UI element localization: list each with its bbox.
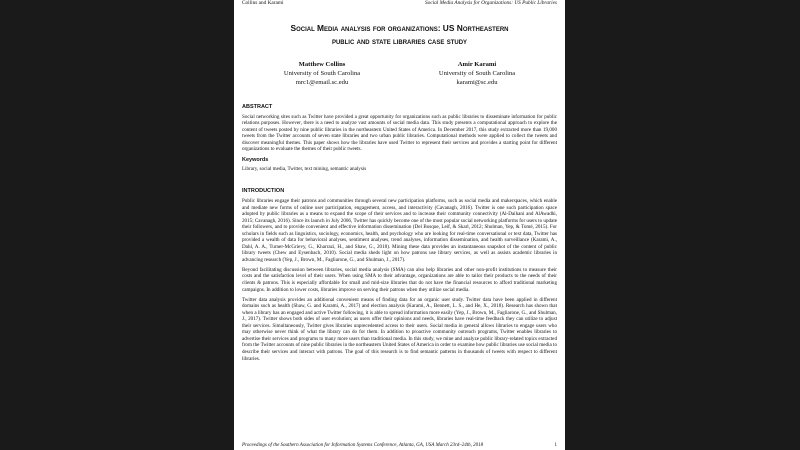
author-1 xyxy=(242,60,402,88)
intro-paragraph-3: Twitter data analysis provides an additional convenient means of finding data for an organic user study. Twitter data have been applied in different domains such as health (Shaw, G. and Karami, A., 2017) and election analysis (Karami, A., Bennett, L. S., and He, X., 2018). Research has shown that when a library has an engaged and active Twitter following, it is able to spread information more easily (Yep, J., Brown, M., Fagliarone, G., and Shulman, J., 2017). Twitter shows both sides of user evolution; as users offer their opinions and needs, libraries have real-time feedback they can utilize to adjust their services. Simultaneously, Twitter gives libraries unprecedented access to their users. Social media in general allows libraries to engage users who may otherwise never think of what the library can do for them. In addition to proactive community outreach programs, Twitter enables libraries to advertise their services and programs to many more users than traditional media. In this study, we mine and analyze public library-related topics extracted from the Twitter accounts of nine public libraries in the northeastern United States of America in order to examine how public libraries use social media to describe their services and interact with patrons. The goal of this research is to find semantic patterns in thousands of tweets with respect to different libraries. xyxy=(242,296,557,362)
author-affiliation: University of South Carolina xyxy=(438,70,516,78)
proceedings-text: Proceedings of the Southern Association for Information Systems Conference, Atlanta, GA, USA March 23rd–24th, 2018 xyxy=(242,443,484,448)
page-footer xyxy=(242,443,557,449)
abstract-text: Social networking sites such as Twitter have provided a great opportunity for organizations such as public libraries to disseminate information for public relations purposes. However, there is a need to analyze vast amounts of social media data. This study presents a computational approach to explore the content of tweets posted by nine public libraries in the northeastern United States of America. In December 2017, this study extracted more than 19,000 tweets from the Twitter accounts of seven state libraries and two urban public libraries. Computational methods were applied to collect the tweets and discover meaningful themes. This paper shows how the libraries have used Twitter to represent their services and provides a starting point for different organizations to evaluate the themes of their public tweets. xyxy=(242,113,557,153)
paper-body xyxy=(242,100,557,366)
author-name: Amir Karami xyxy=(457,61,497,68)
running-header xyxy=(242,0,557,8)
introduction-heading: INTRODUCTION xyxy=(242,188,285,195)
intro-paragraph-2: Beyond facilitating discussion between libraries, social media analysis (SMA) can also help libraries and other non-profit institutions to measure their costs and the satisfaction level of their users. When using SMA to their advantage, organizations are able to tailor their products to the needs of their clients & patrons. This is especially affordable for small and mid-size libraries that do not have the financial resources to afford traditional marketing campaigns. In addition to lower costs, libraries improve on serving their patrons when they utilize social media. xyxy=(242,266,557,293)
paper-title-line-1: Social Media analysis for organizations: US Northeastern xyxy=(290,23,509,33)
running-header-title: Social Media Analysis for Organizations: US Public Libraries xyxy=(425,0,557,6)
author-email: karami@sc.edu xyxy=(456,79,498,87)
intro-paragraph-1: Public libraries engage their patrons and communities through several new participation platforms, such as social media and makerspaces, which enable and mediate new forms of online user participation, engagement, access, and interactivity (Cavanagh, 2016). Twitter is one such participation space adopted by public libraries as a means to expand the scope of their services and to increase their community connectivity (Al-Daihani and AlAwadhi, 2015; Cavanagh, 2016). Since its launch in July 2006, Twitter has quickly become one of the most popular social networking platforms for users to update their followers, and to provide convenient and effective information dissemination (Del Bosque, Leif, & Skarl, 2012; Shulman, Yep, & Tomé, 2015). For scholars in fields such as linguistics, sociology, economics, health, and psychology who are looking for real-time conversational or text data, Twitter has provided a wealth of data for behavioral analyses, sentiment analyses, trend analyses, information dissemination, and health surveillance (Karami, A., Dahl, A. A., Turner-McGrievy, G., Kharrazi, H., and Shaw, G., 2018). Mining these data provides an instantaneous snapshot of the content of public library tweets (Chew and Eysenbach, 2010). Social media sheds light on how patrons use library services, as well as assists academic libraries in advancing research (Yep, J., Brown, M., Fagliarone, G., and Shulman, J., 2017). xyxy=(242,197,557,263)
author-affiliation: University of South Carolina xyxy=(283,70,361,78)
abstract-heading: ABSTRACT xyxy=(242,104,273,110)
paper-page xyxy=(234,0,565,450)
author-block xyxy=(242,60,557,90)
running-header-authors: Collins and Karami xyxy=(242,0,284,6)
keywords-heading: Keywords xyxy=(242,156,269,163)
author-email: mrc1@email.sc.edu xyxy=(295,79,349,87)
keywords-text: Library, social media, Twitter, text mining, semantic analysis xyxy=(242,166,367,173)
page-number: 1 xyxy=(554,443,557,448)
paper-title xyxy=(242,22,557,48)
author-2 xyxy=(397,60,557,88)
paper-title-line-2: public and state libraries case study xyxy=(331,36,468,46)
author-name: Matthew Collins xyxy=(298,61,346,68)
